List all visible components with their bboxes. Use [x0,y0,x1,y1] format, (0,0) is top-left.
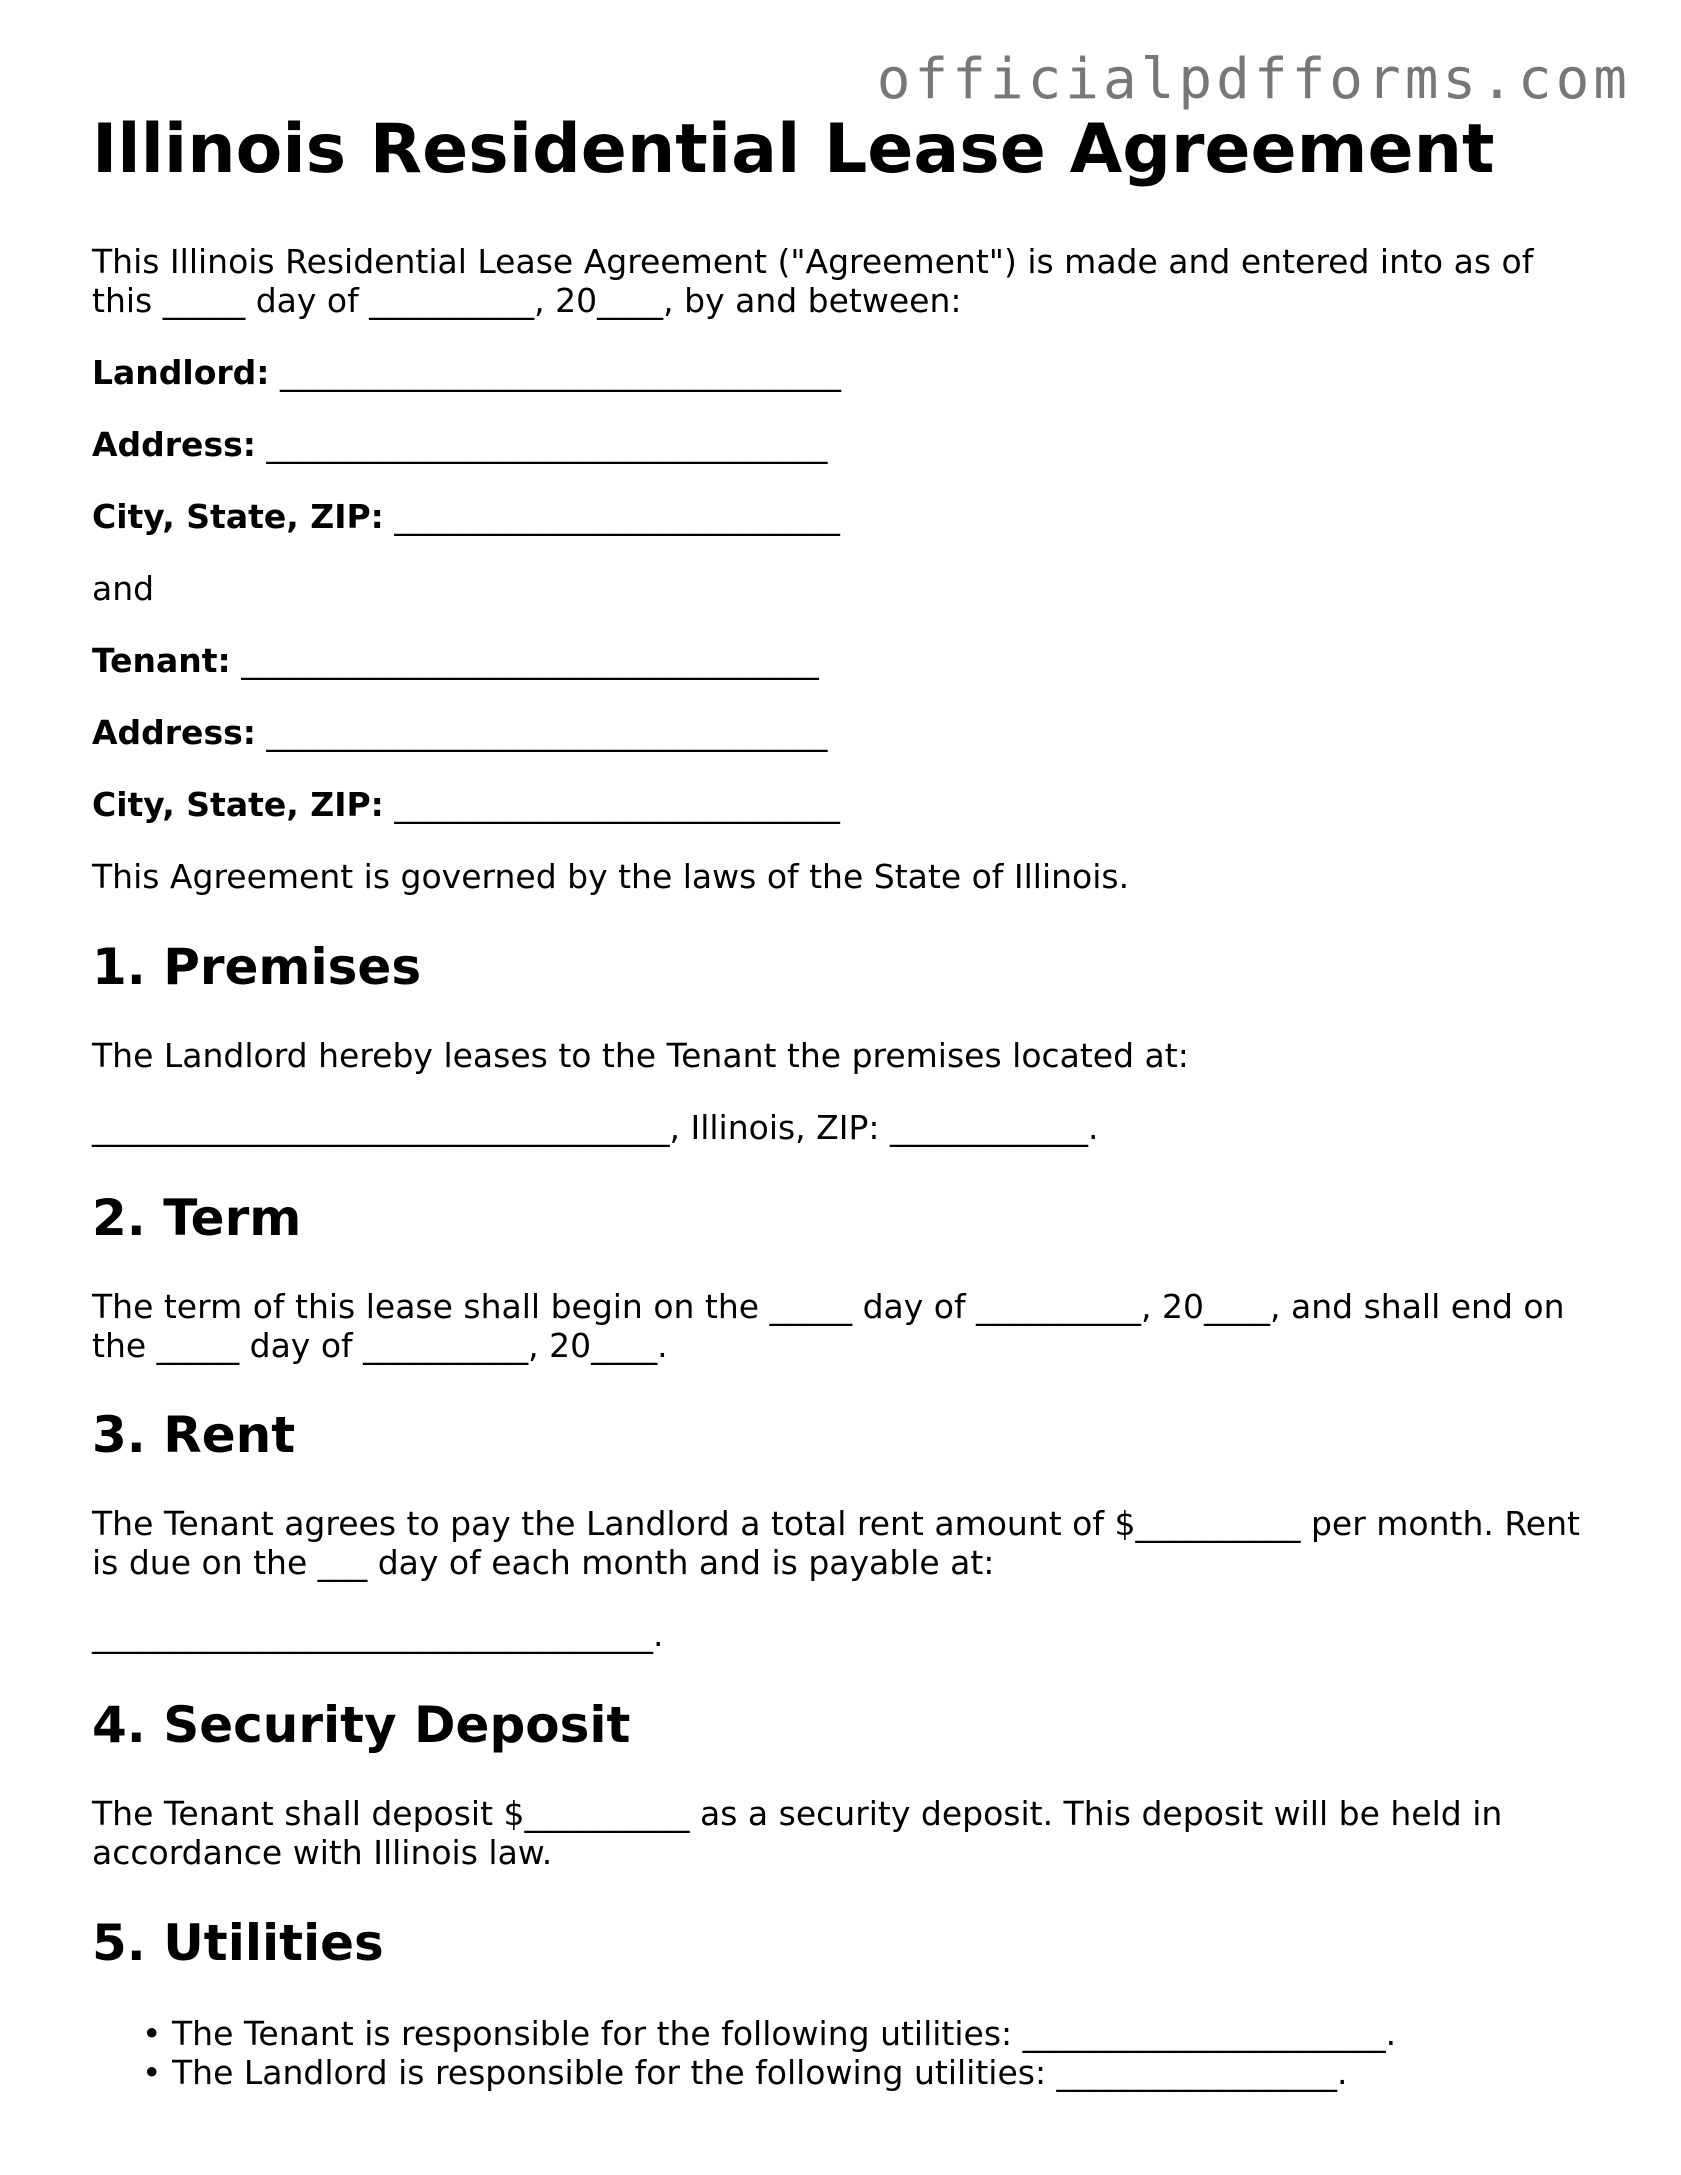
tenant-name-label: Tenant: [92,641,231,680]
section-premises-heading: 1. Premises [92,938,422,996]
bullet-icon: • [142,2014,162,2053]
and-text: and [92,569,155,608]
tenant-city-blank[interactable]: ___________________________ [383,785,840,824]
section-security-deposit-heading: 4. Security Deposit [92,1696,631,1754]
deposit-line-2: accordance with Illinois law. [92,1833,553,1872]
term-line-1[interactable]: The term of this lease shall begin on the _____ day of __________, 20____, and shall end on [92,1287,1565,1326]
landlord-address-field[interactable] [92,425,827,464]
section-rent-heading: 3. Rent [92,1406,296,1464]
landlord-name-blank[interactable]: __________________________________ [269,353,841,392]
rent-payment-location-blank[interactable]: __________________________________. [92,1615,664,1654]
tenant-utilities-text[interactable]: The Tenant is responsible for the following utilities: ______________________. [172,2014,1397,2053]
rent-line-1[interactable]: The Tenant agrees to pay the Landlord a total rent amount of $__________ per month. Rent [92,1504,1580,1543]
premises-line-1: The Landlord hereby leases to the Tenant the premises located at: [92,1036,1189,1075]
utilities-list [92,2014,1396,2092]
premises-address-blank[interactable]: ___________________________________, Illinois, ZIP: ____________. [92,1108,1099,1147]
landlord-address-blank[interactable]: __________________________________ [255,425,828,464]
list-item[interactable] [92,2014,1396,2053]
tenant-address-label: Address: [92,713,256,752]
term-line-2[interactable]: the _____ day of __________, 20____. [92,1326,668,1365]
landlord-name-field[interactable] [92,353,841,392]
watermark: officialpdfforms.com [876,47,1631,112]
landlord-city-field[interactable] [92,497,840,536]
landlord-address-label: Address: [92,425,256,464]
tenant-name-blank[interactable]: ___________________________________ [230,641,819,680]
tenant-city-label: City, State, ZIP: [92,785,384,824]
document-title: Illinois Residential Lease Agreement [92,110,1495,189]
tenant-city-field[interactable] [92,785,840,824]
landlord-name-label: Landlord: [92,353,270,392]
intro-line-2: this _____ day of __________, 20____, by and between: [92,281,962,320]
tenant-address-field[interactable] [92,713,827,752]
list-item[interactable] [92,2053,1396,2092]
landlord-city-label: City, State, ZIP: [92,497,384,536]
section-term-heading: 2. Term [92,1189,302,1247]
landlord-utilities-text[interactable]: The Landlord is responsible for the following utilities: _________________. [172,2053,1348,2092]
deposit-line-1[interactable]: The Tenant shall deposit $__________ as a security deposit. This deposit will be held in [92,1794,1503,1833]
section-utilities-heading: 5. Utilities [92,1914,384,1972]
rent-line-2[interactable]: is due on the ___ day of each month and is payable at: [92,1543,995,1582]
tenant-address-blank[interactable]: __________________________________ [255,713,828,752]
landlord-city-blank[interactable]: ___________________________ [383,497,840,536]
intro-line-1: This Illinois Residential Lease Agreement ("Agreement") is made and entered into as of [92,242,1534,281]
tenant-name-field[interactable] [92,641,819,680]
bullet-icon: • [142,2053,162,2092]
governing-law-text: This Agreement is governed by the laws of the State of Illinois. [92,857,1130,896]
